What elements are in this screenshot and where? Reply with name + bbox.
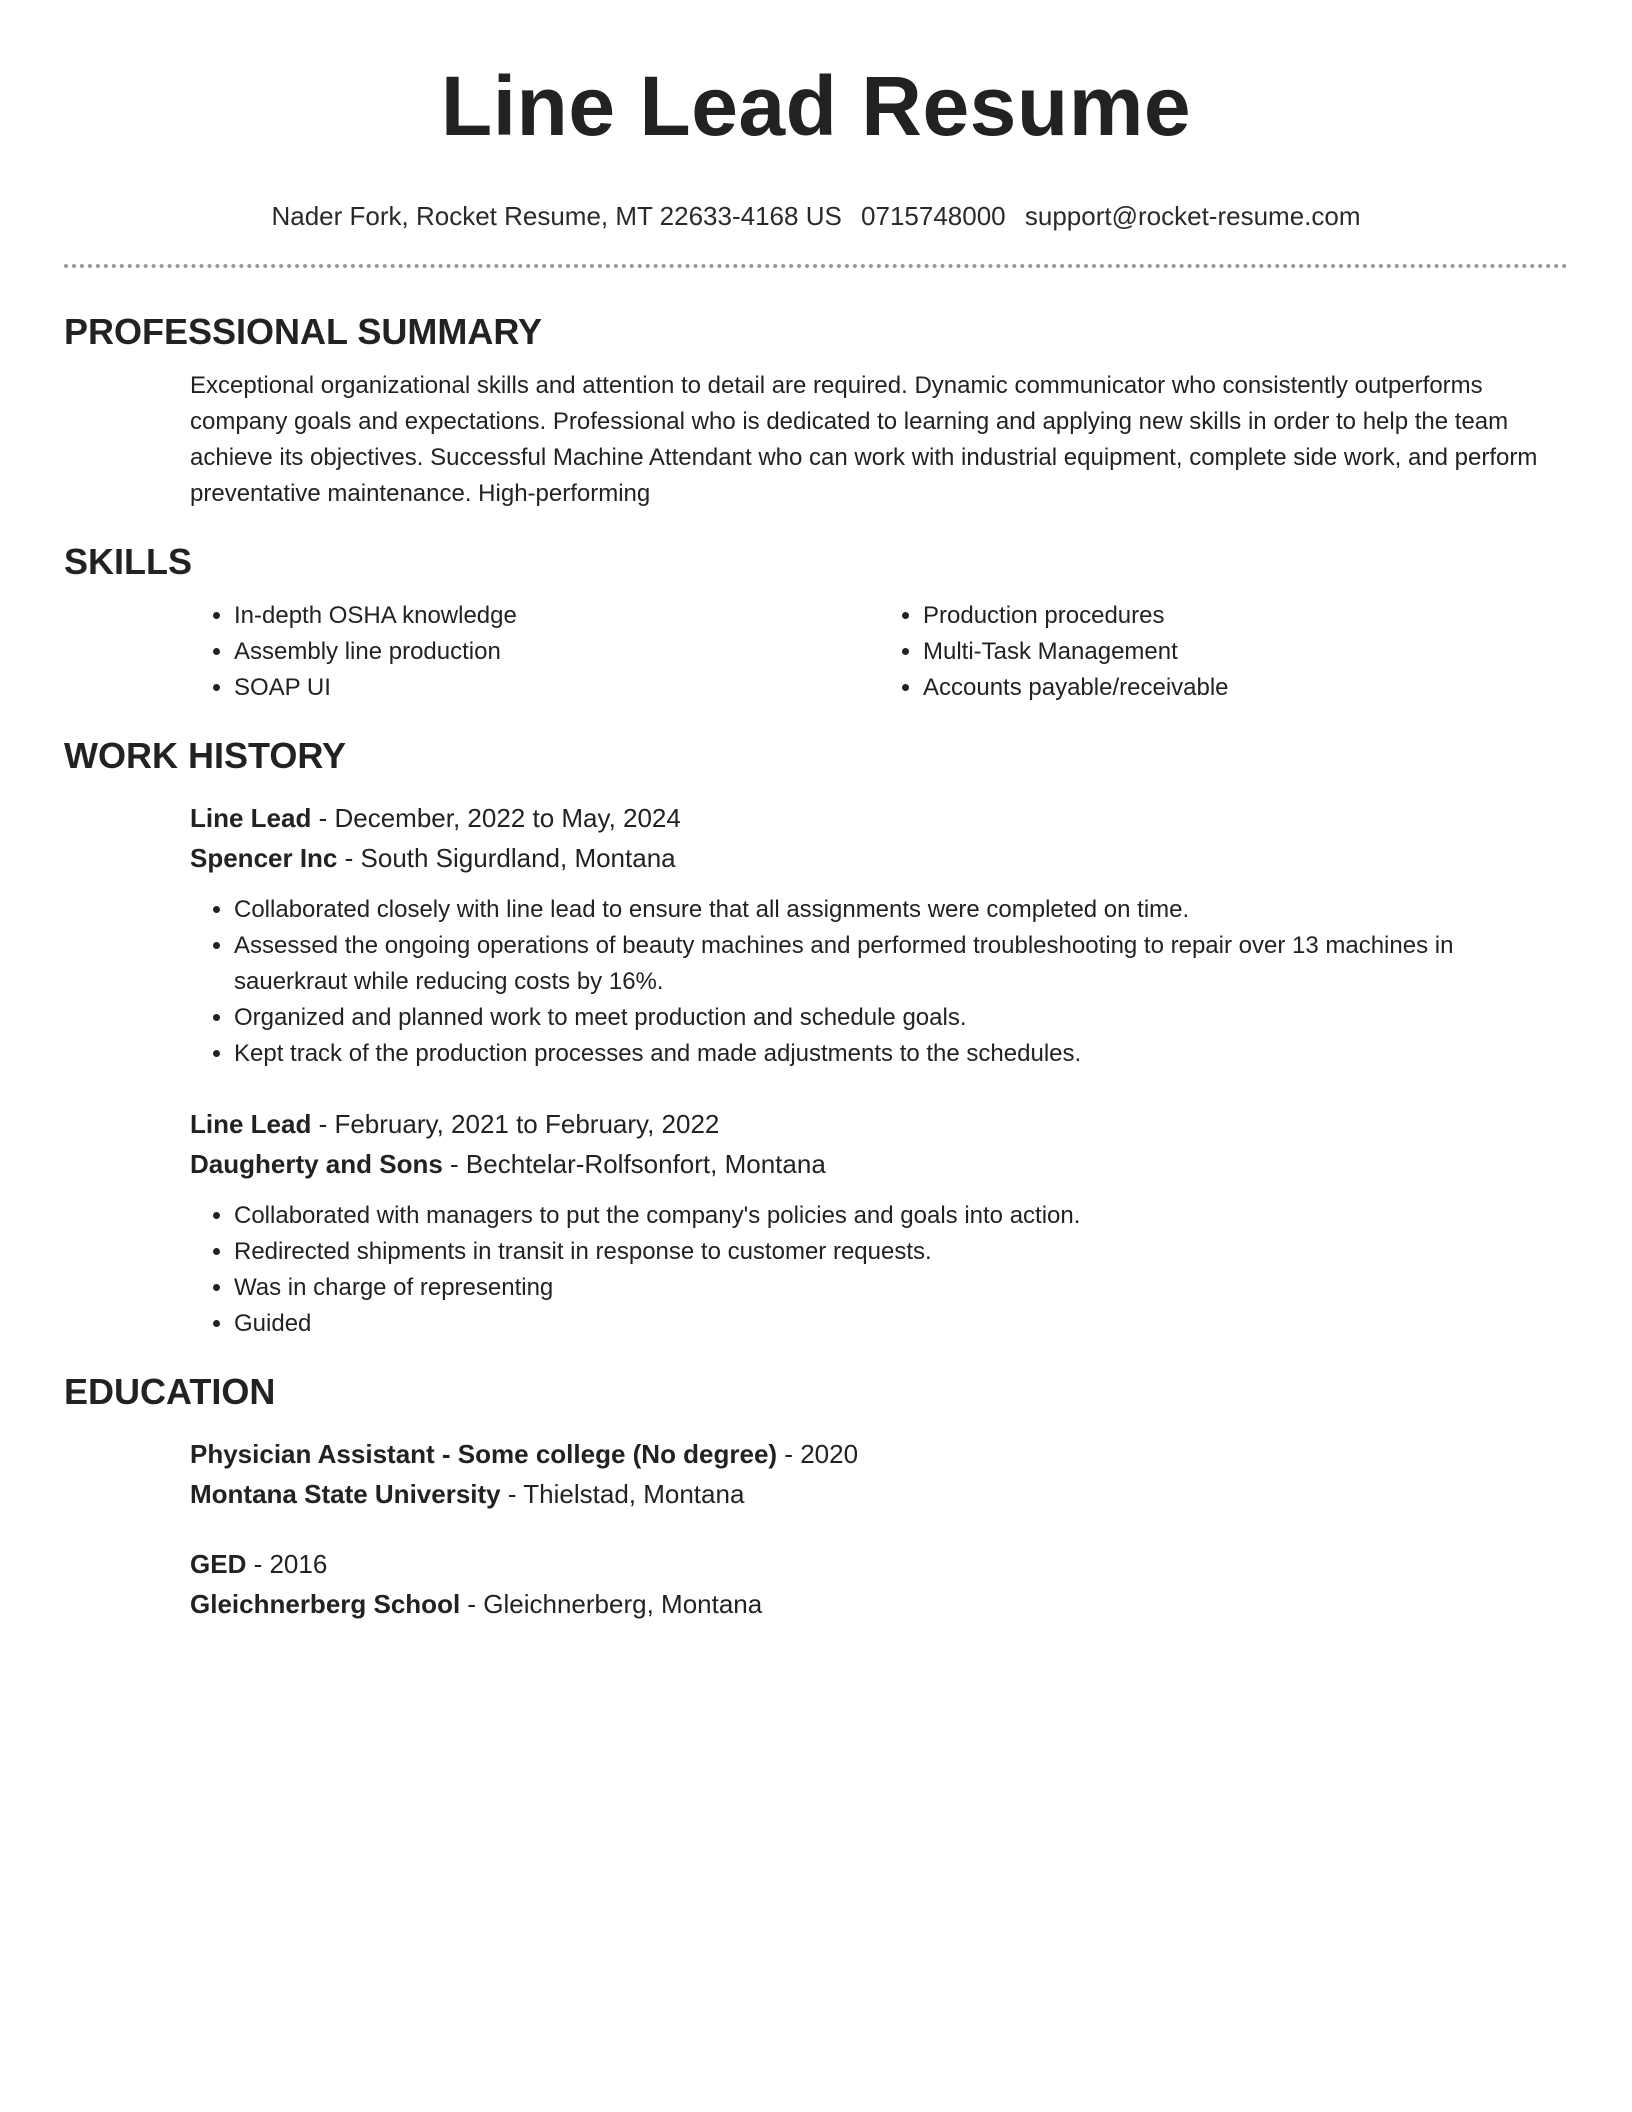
work-heading: WORK HISTORY (64, 735, 347, 776)
summary-heading: PROFESSIONAL SUMMARY (64, 311, 543, 352)
education-heading: EDUCATION (64, 1371, 276, 1412)
header-divider (64, 264, 1568, 268)
skill-item: • Accounts payable/receivable (923, 670, 1568, 706)
summary-text: Exceptional organizational skills and attention to detail are required. Dynamic communicator who consistently outperforms company goals and expectations. Professional who is dedicated to learning and applying new skills in order to help the team achieve its objectives. Successful Machine Attendant who can work with industrial equipment, complete side work, and perform preventative maintenance. High-performing (190, 372, 1538, 507)
education-school: Gleichnerberg School (190, 1589, 461, 1619)
education-degree-line (190, 1544, 1568, 1584)
education-entry (190, 1434, 1568, 1514)
education-school-line (190, 1474, 1568, 1514)
education-location: - Gleichnerberg, Montana (460, 1589, 763, 1619)
job-title: Line Lead (190, 1109, 312, 1139)
job-title: Line Lead (190, 803, 312, 833)
skill-item: • Multi-Task Management (923, 634, 1568, 670)
education-school: Montana State University (190, 1479, 501, 1509)
job-entry (190, 798, 1568, 1072)
education-year: - 2020 (777, 1439, 859, 1469)
job-bullet: • Redirected shipments in transit in response to customer requests. (234, 1234, 1568, 1270)
job-company: Spencer Inc (190, 843, 338, 873)
contact-address: Nader Fork, Rocket Resume, MT 22633-4168 US (271, 201, 842, 231)
resume-header (64, 0, 1568, 234)
job-title-line (190, 1104, 1568, 1144)
job-company-line (190, 838, 1568, 878)
resume-title: Line Lead Resume (440, 59, 1192, 153)
skill-item: • Production procedures (923, 598, 1568, 634)
contact-phone: 0715748000 (861, 201, 1006, 231)
job-bullet: • Kept track of the production processes and made adjustments to the schedules. (234, 1036, 1568, 1072)
education-school-line (190, 1584, 1568, 1624)
education-section (64, 1370, 1568, 1624)
job-bullet: • Collaborated with managers to put the company's policies and goals into action. (234, 1198, 1568, 1234)
job-location: - Bechtelar-Rolfsonfort, Montana (442, 1149, 826, 1179)
education-entry (190, 1544, 1568, 1624)
job-bullet: • Collaborated closely with line lead to ensure that all assignments were completed on time. (234, 892, 1568, 928)
contact-email[interactable]: support@rocket-resume.com (1024, 201, 1361, 231)
job-dates: - December, 2022 to May, 2024 (311, 803, 681, 833)
job-company: Daugherty and Sons (190, 1149, 443, 1179)
education-degree: GED (190, 1549, 247, 1579)
job-bullet: • Assessed the ongoing operations of beauty machines and performed troubleshooting to repair over 13 machines in sauerkraut while reducing costs by 16%. (234, 928, 1568, 1000)
skills-list-right (879, 598, 1568, 706)
skill-item: • Assembly line production (234, 634, 879, 670)
job-bullets (190, 1198, 1568, 1342)
education-degree: Physician Assistant - Some college (No degree) (190, 1439, 778, 1469)
skills-heading: SKILLS (64, 541, 193, 582)
education-location: - Thielstad, Montana (500, 1479, 745, 1509)
job-location: - South Sigurdland, Montana (337, 843, 676, 873)
skill-item: • SOAP UI (234, 670, 879, 706)
skill-item: • In-depth OSHA knowledge (234, 598, 879, 634)
contact-line (64, 198, 1568, 234)
job-company-line (190, 1144, 1568, 1184)
job-entry (190, 1104, 1568, 1342)
skills-list-left (190, 598, 879, 706)
job-bullet: • Organized and planned work to meet production and schedule goals. (234, 1000, 1568, 1036)
summary-section (64, 310, 1568, 512)
work-section (64, 734, 1568, 1342)
education-year: - 2016 (246, 1549, 328, 1579)
job-bullets (190, 892, 1568, 1072)
job-dates: - February, 2021 to February, 2022 (311, 1109, 720, 1139)
job-bullet: • Was in charge of representing (234, 1270, 1568, 1306)
job-title-line (190, 798, 1568, 838)
skills-section (64, 540, 1568, 706)
skills-grid (190, 598, 1568, 706)
job-bullet: • Guided (234, 1306, 1568, 1342)
education-degree-line (190, 1434, 1568, 1474)
